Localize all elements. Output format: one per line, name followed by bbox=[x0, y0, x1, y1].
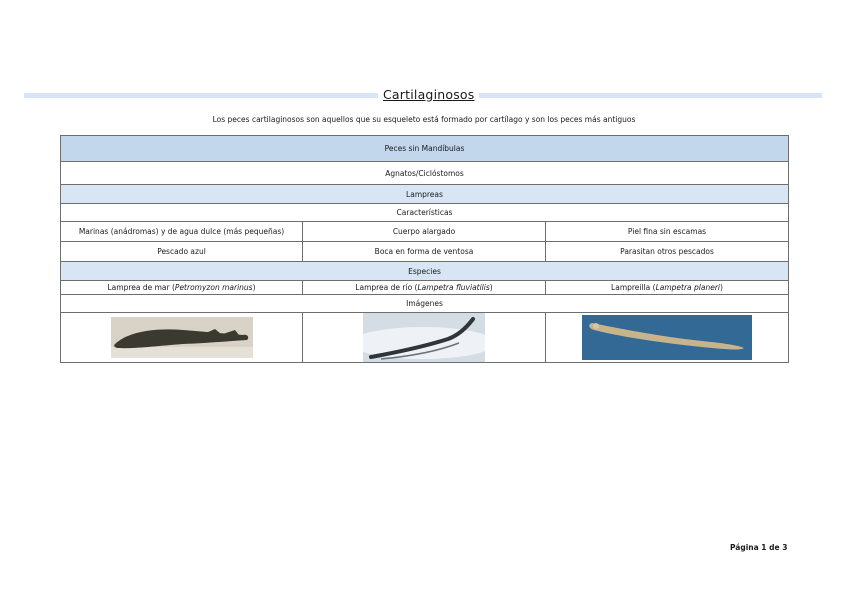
feature-cell: Marinas (anádromas) y de agua dulce (más pequeñas) bbox=[61, 222, 303, 242]
images-row bbox=[61, 313, 789, 363]
image-cell bbox=[303, 313, 546, 363]
brook-lamprey-photo bbox=[582, 315, 752, 360]
river-lamprey-photo bbox=[363, 313, 485, 362]
feature-cell: Pescado azul bbox=[61, 242, 303, 262]
species-heading: Especies bbox=[61, 262, 789, 281]
image-cell bbox=[61, 313, 303, 363]
species-cell: Lamprea de mar (Petromyzon marinus) bbox=[61, 281, 303, 295]
sea-lamprey-photo bbox=[111, 317, 253, 358]
page-title: Cartilaginosos bbox=[378, 87, 479, 102]
features-heading: Características bbox=[61, 204, 789, 222]
scientific-name: Petromyzon marinus bbox=[174, 283, 253, 292]
species-row bbox=[61, 281, 789, 295]
fish-table bbox=[60, 135, 789, 363]
images-heading: Imágenes bbox=[61, 295, 789, 313]
image-cell bbox=[546, 313, 789, 363]
feature-cell: Boca en forma de ventosa bbox=[303, 242, 546, 262]
intro-text: Los peces cartilaginosos son aquellos que su esqueleto está formado por cartílago y son los peces más antiguos bbox=[212, 115, 636, 124]
family-row: Lampreas bbox=[61, 185, 789, 204]
scientific-name: Lampetra fluviatilis bbox=[417, 283, 490, 292]
scientific-name: Lampetra planeri bbox=[655, 283, 721, 292]
table-row bbox=[61, 242, 789, 262]
table-header: Peces sin Mandíbulas bbox=[61, 136, 789, 162]
group-row: Agnatos/Ciclóstomos bbox=[61, 162, 789, 185]
species-cell: Lampreilla (Lampetra planeri) bbox=[546, 281, 789, 295]
feature-cell: Parasitan otros pescados bbox=[546, 242, 789, 262]
table-row bbox=[61, 222, 789, 242]
page-number: Página 1 de 3 bbox=[730, 543, 788, 552]
species-cell: Lamprea de río (Lampetra fluviatilis) bbox=[303, 281, 546, 295]
feature-cell: Piel fina sin escamas bbox=[546, 222, 789, 242]
feature-cell: Cuerpo alargado bbox=[303, 222, 546, 242]
